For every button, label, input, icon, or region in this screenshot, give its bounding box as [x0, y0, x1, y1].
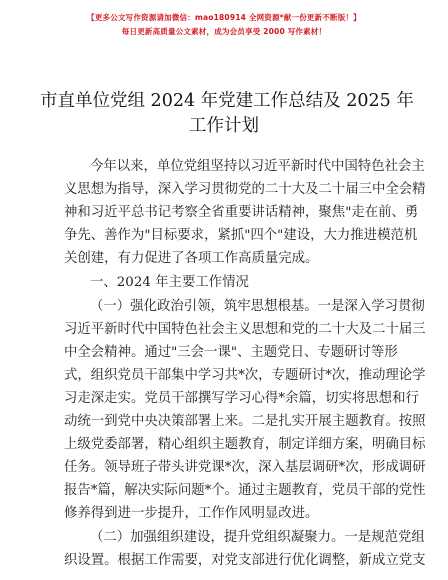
body-line: 关创建，有力促进了各项工作高质量完成。 [64, 251, 319, 266]
body-line: 上级党委部署，精心组织主题教育，制定详细方案，明确目标 [64, 437, 426, 452]
body-line: 任务。领导班子带头讲党课*次，深入基层调研*次，形成调研 [64, 460, 426, 475]
body-line: 争先、善作为"目标要求，紧抓"四个"建设，大力推进模范机 [64, 228, 418, 243]
body-line: 动统一到党中央决策部署上来。二是扎实开展主题教育。按照 [64, 414, 426, 429]
body-line: 报告*篇，解决实际问题*个。通过主题教育，党员干部的党性 [64, 483, 426, 498]
document-title-line-1: 市直单位党组 2024 年党建工作总结及 2025 年 [40, 91, 414, 111]
body-line: 义思想为指导，深入学习贯彻党的二十大及二十届三中全会精 [64, 182, 426, 197]
body-line: 习走深走实。党员干部撰写学习心得*余篇，切实将思想和行 [64, 391, 419, 406]
body-line: 习近平新时代中国特色社会主义思想和党的二十大及二十届三 [64, 322, 426, 337]
body-line: （一）强化政治引领，筑牢思想根基。一是深入学习贯彻 [90, 299, 425, 314]
body-line: 织设置。根据工作需要，对党支部进行优化调整，新成立党支 [64, 553, 426, 568]
section-heading: 一、2024 年主要工作情况 [90, 275, 249, 290]
body-line: 神和习近平总书记考察全省重要讲话精神，聚焦"走在前、勇 [64, 205, 419, 220]
promo-banner-line-1: 【更多公文写作资源请加微信：mao180914 全网资源*献一份更新不断版！】 [87, 13, 361, 22]
body-line: 式，组织党员干部集中学习共*次，专题研讨*次，推动理论学 [64, 368, 426, 383]
document-title-line-2: 工作计划 [189, 116, 259, 136]
promo-banner-line-2: 每日更新高质量公文素材，成为会员享受 2000 写作素材！ [121, 27, 327, 36]
body-line: 中全会精神。通过"三会一课"、主题党日、专题研讨等形 [64, 345, 398, 360]
body-line: （二）加强组织建设，提升党组织凝聚力。一是规范党组 [90, 530, 425, 545]
body-line: 今年以来，单位党组坚持以习近平新时代中国特色社会主 [90, 159, 425, 174]
body-line: 修养得到进一步提升，工作作风明显改进。 [64, 506, 319, 521]
